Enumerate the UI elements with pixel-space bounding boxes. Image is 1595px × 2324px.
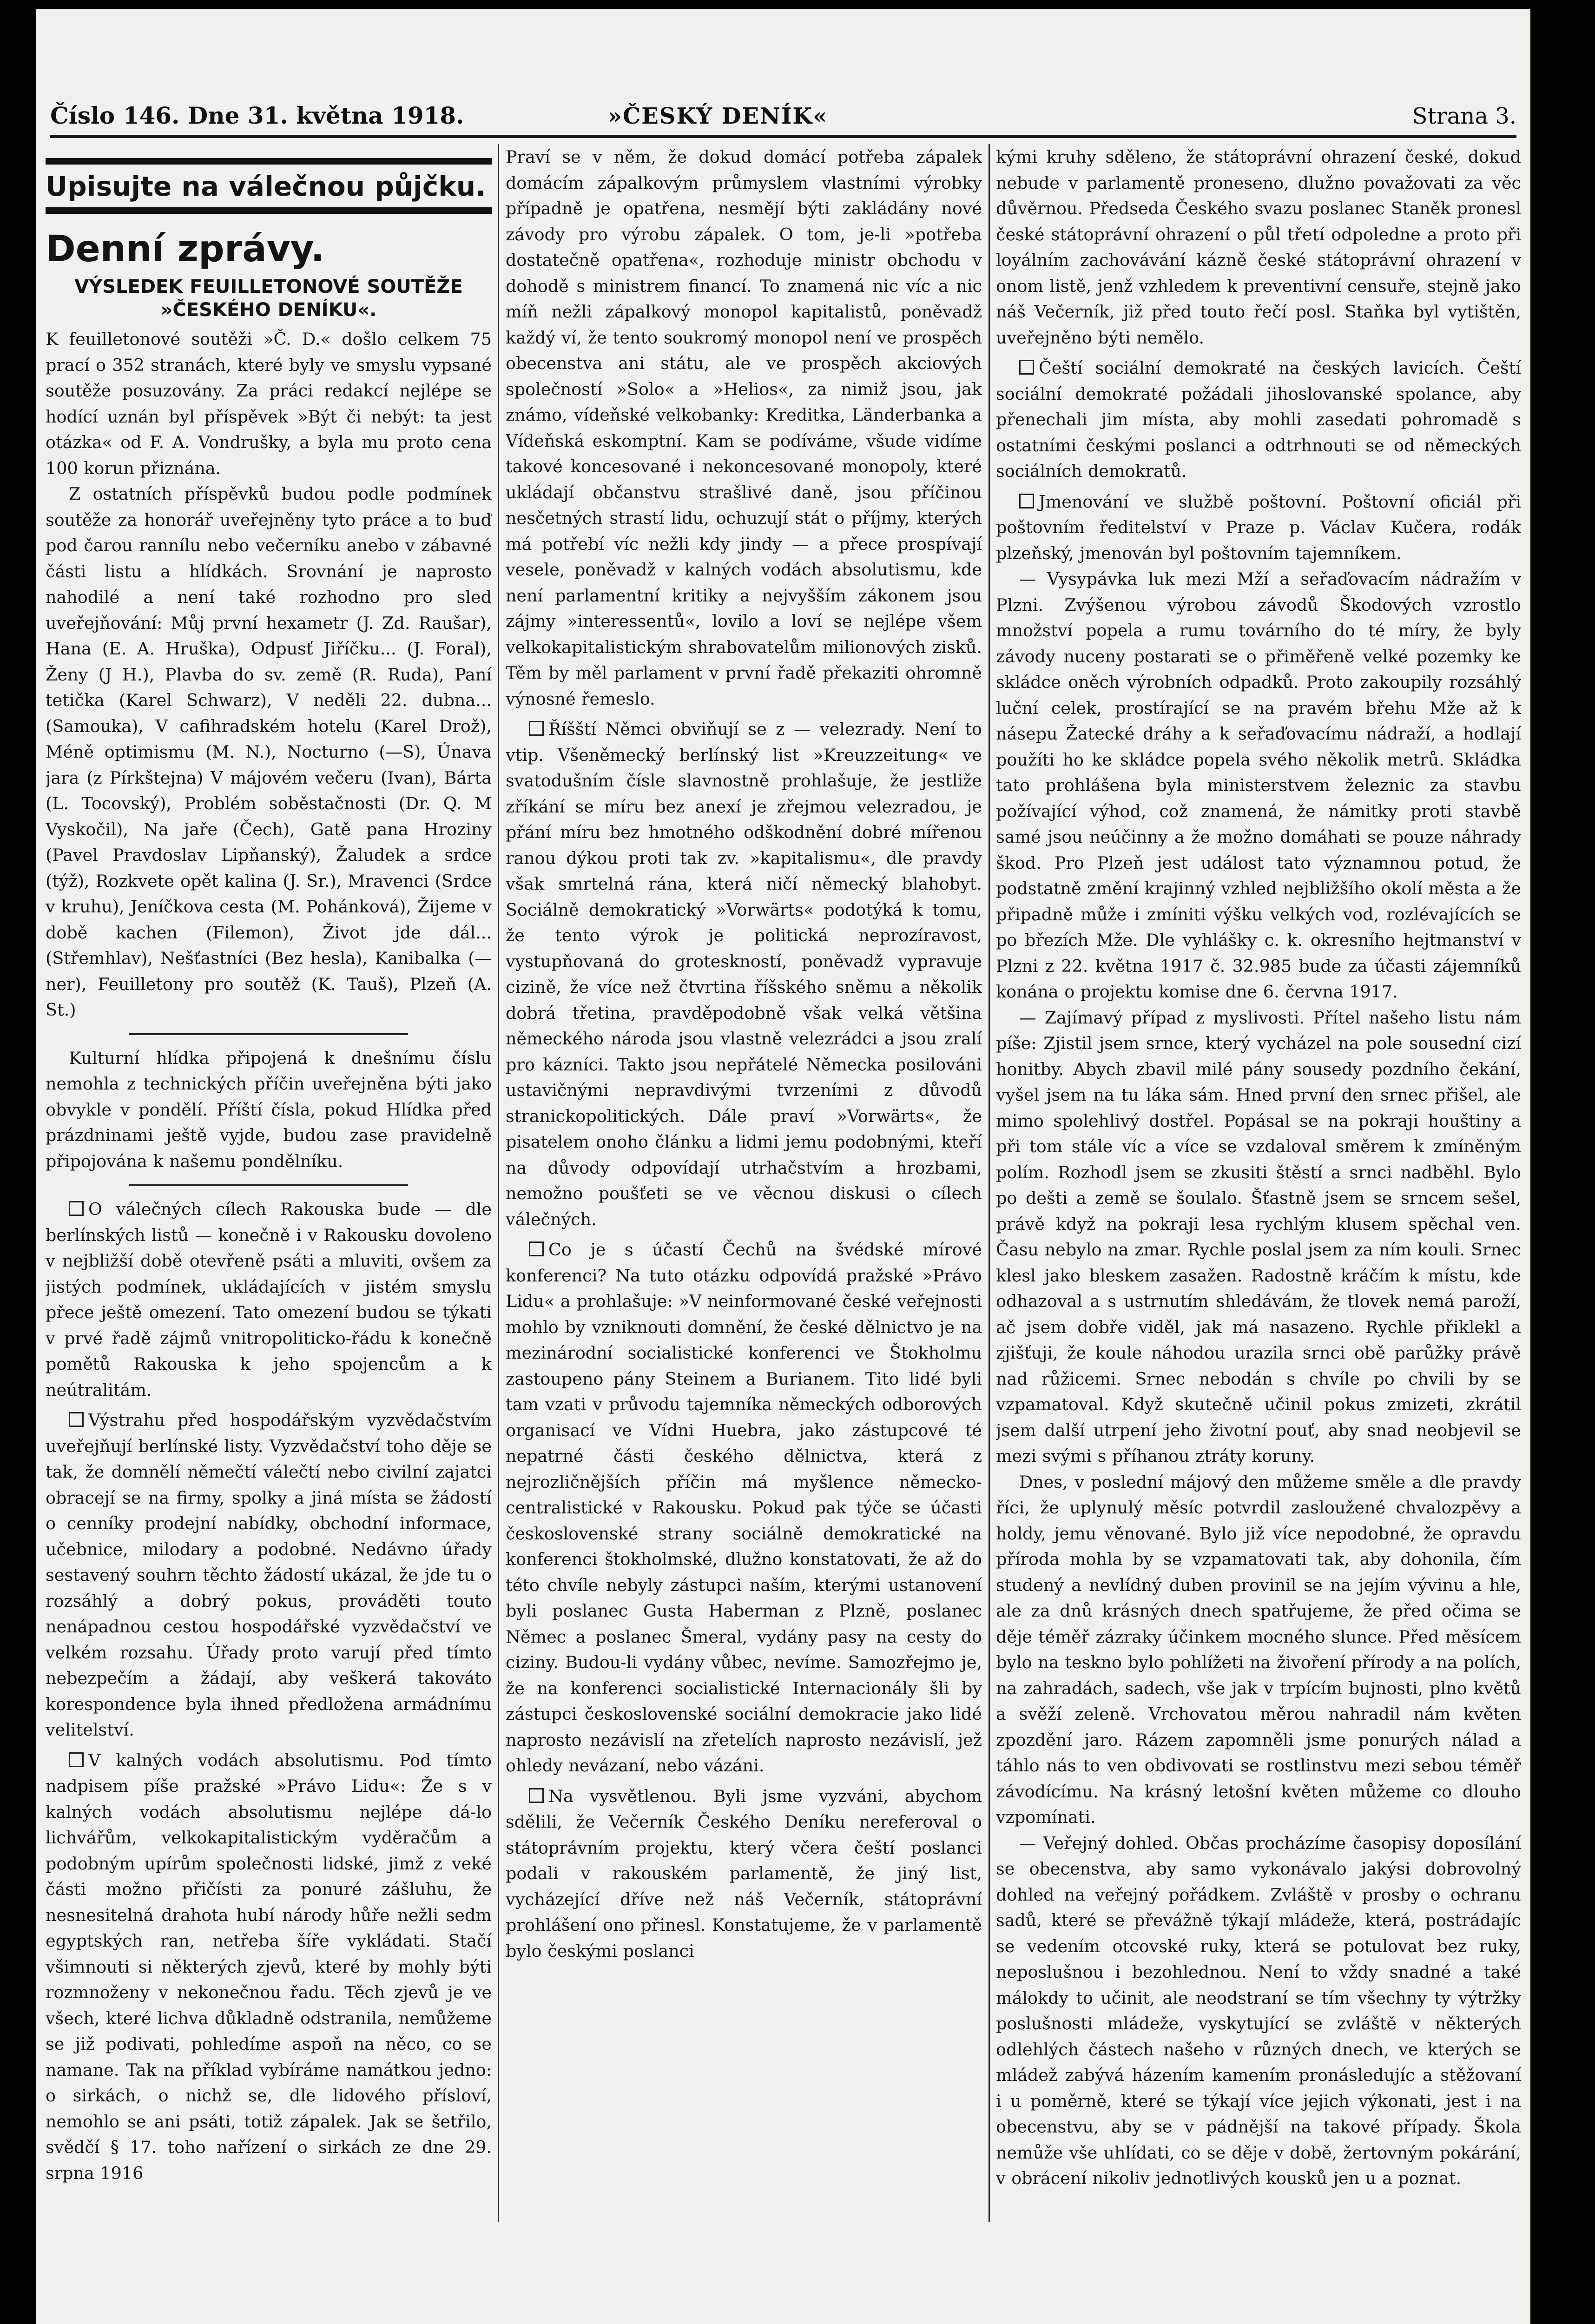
column-3 xyxy=(996,144,1521,2231)
article-paragraph: — Zajímavý případ z myslivosti. Přítel našeho listu nám píše: Zjistil jsem srnce, který vycházel na pole sousední cizí honitby. Abych zbavil milé pány sousedy pozdního čekání, vyšel jsem na tu láka sám. Hned první den srnec přišel, ale mimo spolehlivý dostřel. Popásal se na pokraji houštiny a při tom stále víc a více se vzdaloval směrem k zmíněným polím. Rozhodl jsem se zkusiti štěstí a srnci nadběhl. Bylo po dešti a země se šoulalo. Šťastně jsem se srncem sešel, právě když na pokraji lesa rychlým klusem spěchal ven. Času nebylo na zmar. Rychle poslal jsem za ním kouli. Srnec klesl jako bleskem zasažen. Radostně kráčím k místu, kde odhazoval a s ustrnutím shledávám, že tlovek nemá paroží, ač jsem dobře viděl, jak má nasazeno. Rychle přiklekl a zjišťuji, že koule náhodou urazila srnci obě parůžky právě nad růžicemi. Srnec nebodán s chvíle po chvili by se vzpamatoval. Když skutečně učinil pokus zmizeti, zkrátil jsem další utrpení jeho životní pouť, aby snad neobjevil se mezi svými s příhanou ztráty koruny. xyxy=(996,1007,1521,1466)
article-paragraph: Čeští sociální demokraté na českých lavicích. Čeští sociální demokraté požádali jihoslovanské spolance, aby přenechali jim místa, aby mohli zasedati pohromadě s ostatními českými poslanci a odtrhnouti se od německých sociálních demokratů. xyxy=(996,358,1521,481)
square-bullet-icon xyxy=(529,721,544,736)
issue-info: Číslo 146. Dne 31. května 1918. xyxy=(50,102,464,129)
page-header xyxy=(50,84,1516,138)
article-paragraph: Říšští Němci obviňují se z — velezrady. Není to vtip. Všeněmecký berlínský list »Kreuzzeitung« ve svatodušním čísle slavnostně prohlašuje, že jestliže zříkání se míru bez anexí je zřejmou velezradou, je přání míru bez hmotného odškodnění dobré mířenou ranou dýkou proti tak zv. »kapitalismu«, dle pravdy však smrtelná rána, která ničí německý blahobyt. Sociálně demokratický »Vorwärts« podotýká k tomu, že tento výrok je politická neprozíravost, vystupňovaná do groteskností, poněvadž vypravuje cizině, že více než čtvrtina říšského sněmu a několik dobrá třetina, pravděpodobně však velká většina německého národa jsou vlastně velezrádci a jsou zralí pro kázníci. Takto jsou nepřátelé Německa posilováni ustavičnými nepravdivými tvrzeními z důvodů stranickopolitických. Dále praví »Vorwärts«, že pisatelem onoho článku a lidmi jemu podobnými, kteří na důvody odpovídají utrhačstvím a hrozbami, nemožno poušťeti se ve věcnou diskusi o cílech válečných. xyxy=(506,719,982,1229)
column-2 xyxy=(506,144,982,2231)
article-paragraph: Na vysvětlenou. Byli jsme vyzváni, abychom sdělili, že Večerník Českého Deníku nereferoval o státoprávním projektu, který včera čeští poslanci podali v rakouském parlamentě, že jiný list, vycházející dříve než náš Večerník, státoprávní prohlášení ono přinesl. Konstatujeme, že v parlamentě bylo českými poslanci xyxy=(506,1786,982,1961)
article-paragraph: K feuilletonové soutěži »Č. D.« došlo celkem 75 prací o 352 stranách, které byly ve smyslu vypsané soutěže posuzovány. Za práci redakcí nejlépe se hodící uznán byl příspěvek »Být či nebýt: ta jest otázka« od F. A. Vondrušky, a byla mu proto cena 100 korun přiznána. xyxy=(46,329,492,478)
article-paragraph: V kalných vodách absolutismu. Pod tímto nadpisem píše pražské »Právo Lidu«: Že s v kalných vodách absolutismu nejlépe dá-lo lichvářům, velkokapitalistickým vyděračům a podobným upírům společnosti lidské, jimž z veké části možno přičísti za ponuré zášluhu, že nesnesitelná drahota hubí národy hůře nežli sedm egyptských ran, netřeba šíře vykládati. Stačí všimnouti si některých zjevů, které by mohly býti rozmnoženy v nekonečnou řadu. Těch zjevů je ve všech, které lichva důkladně odstranila, nemůžeme se již podivati, pohledíme aspoň na něco, co se namane. Tak na příklad vybíráme namátkou jedno: o sirkách, o nichž se, dle lidového přísloví, nemohlo se ani psáti, totiž zápalek. Jak se šetřilo, svědčí § 17. toho nařízení o sirkách ze dne 29. srpna 1916 xyxy=(46,1750,492,2183)
newspaper-page xyxy=(36,9,1530,2324)
column-divider xyxy=(989,144,990,2222)
article-paragraph: Co je s účastí Čechů na švédské mírové konferenci? Na tuto otázku odpovídá pražské »Právo Lidu« a prohlašuje: »V neinformované české veřejnosti mohlo by vzniknouti domnění, že české dělnictvo je na mezinárodní socialistické konferenci ve Štokholmu zastoupeno pány Steinem a Burianem. Tito lidé byli tam vzati v průvodu tajemníka německých odborových organisací ve Vídni Huebra, jako zástupcové té nepatrné části českého dělnictva, která z nejrozličnějších příčin má myšlence německo-centralistické v Rakousku. Pokud pak týče se účasti československé strany sociálně demokratické na konferenci štokholmské, dlužno konstatovati, že až do této chvíle nebyly zástupci naším, kterými ustanovení byli poslanec Gusta Haberman z Plzně, poslanec Němec a poslanec Šmeral, vydány pasy na cesty do ciziny. Budou-li vydány vůbec, nevíme. Samozřejmo je, že na konferenci socialistické Internacionály šli by zástupci československé sociální demokracie jako lidé naprosto nezávislí na zřetelích naprosto nezávislí, jež ohledy nevázaní, nebo vázáni. xyxy=(506,1240,982,1776)
page-number: Strana 3. xyxy=(1412,103,1516,129)
article-divider xyxy=(129,1184,408,1186)
square-bullet-icon xyxy=(1019,360,1034,375)
article-paragraph: Jmenování ve službě poštovní. Poštovní oficiál při poštovním ředitelství v Praze p. Václav Kučera, rodák plzeňský, jmenován byl poštovním tajemníkem. xyxy=(996,491,1521,563)
article-paragraph: O válečných cílech Rakouska bude — dle berlínských listů — konečně i v Rakousku dovoleno v nejbližší době otevřeně psáti a mluviti, ovšem za jistých podmínek, ukládajících v jistém smyslu přece ještě omezení. Tato omezení budou se týkati v prvé řadě zájmů vnitropoliticko-řádu k konečně pomětů Rakouska k jeho spojencům a k neútralitám. xyxy=(46,1199,492,1400)
article-paragraph: Výstrahu před hospodářským vyzvědačstvím uveřejňují berlínské listy. Vyzvědačství toho děje se tak, že domnělí němečtí válečtí nebo civilní zajatci obracejí se na firmy, spolky a jiná místa se žádostí o cenníky prodejní nabídky, obchodní informace, učebnice, milodary a podobné. Nedávno úřady sestavený souhrn těchto žádostí ukázal, že jde tu o rozsáhlý a dobrý pokus, prováděti touto nenápadnou cestou hospodářské vyzvědačství ve velkém rozsahu. Úřady proto varují před tímto nebezpečím a žádají, aby veškerá takováto korespondence byla ihned předložena armádnímu velitelství. xyxy=(46,1410,492,1740)
square-bullet-icon xyxy=(529,1241,544,1256)
square-bullet-icon xyxy=(1019,494,1034,508)
square-bullet-icon xyxy=(69,1201,84,1216)
newspaper-title: »ČESKÝ DENÍK« xyxy=(608,103,828,129)
article-paragraph: kými kruhy sděleno, že státoprávní ohrazení české, dokud nebude v parlamentě proneseno, dlužno považovati za věc důvěrnou. Předseda Českého svazu poslanec Staněk pronesl české státoprávní ohrazení o půl třetí odpoledne a proto při loyálním zachovávání kázně české státoprávní ohrazení v onom listě, jenž vzhledem k preventivní censuře, stejně jako náš Večerník, již před touto řečí posl. Staňka byl vytištěn, uveřejněno býti nemělo. xyxy=(996,147,1521,348)
contest-headline: VÝSLEDEK FEUILLETONOVÉ SOUTĚŽE »ČESKÉHO DENÍKU«. xyxy=(74,276,463,321)
column-1 xyxy=(46,144,492,2231)
square-bullet-icon xyxy=(529,1788,544,1803)
article-paragraph: — Vysypávka luk mezi Mží a seřaďovacím nádražím v Plzni. Zvýšenou výrobou závodů Škodových vzrostlo množství popela a rumu továrního do té míry, že byly závody nuceny postarati se o přiměřeně velké pozemky ke skládce oněch výrobních odpadků. Proto zakoupily rozsáhlý luční celek, prostírající se na pravém břehu Mže až k násepu Žatecké dráhy a k seřaďovacímu nádraží, a hodlají použíti ho ke skládce popela svého několik metrů. Skládka tato prohlášena byla ministerstvem železnic za stavbu požívající výhod, což znamená, že námitky proti stavbě samé jsou neúčinny a že možno domáhati se pouze náhrady škod. Pro Plzeň jest událost tato významnou potud, že podstatně změní krajinný vzhled nejbližšího okolí města a že připadně může i zmíniti výšku velkých vod, rozlévajících se po březích Mže. Dle vyhlášky c. k. okresního hejtmanství v Plzni z 22. května 1917 č. 32.985 bude za účasti zájemníků konána o projektu komise dne 6. června 1917. xyxy=(996,569,1521,1002)
article-paragraph: Z ostatních příspěvků budou podle podmínek soutěže za honorář uveřejněny tyto práce a to buď pod čarou rannílu nebo večerníku anebo v zábavné části listu a hlídkách. Srovnání je naprosto nahodilé a není také rozhodno pro sled uveřejňování: Můj první hexametr (J. Zd. Raušar), Hana (E. A. Hruška), Odpusť Jiříčku... (J. Foral), Ženy (J H.), Plavba do sv. země (R. Ruda), Paní tetička (Karel Schwarz), V neděli 22. dubna... (Samouka), V cafihradském hotelu (Karel Drož), Méně optimismu (M. N.), Nocturno (—S), Únava jara (z Pírkštejna) V májovém večeru (Ivan), Bárta (L. Tocovský), Problém soběstačnosti (Dr. Q. M Vyskočil), Na jaře (Čech), Gatě pana Hroziny (Pavel Pravdoslav Lipňanský), Žaludek a srdce (týž), Rozkvete opět kalina (J. Sr.), Mravenci (Srdce v kruhu), Jeníčkova cesta (M. Pohánková), Žijeme v době kachen (Filemon), Život jde dál... (Střemhlav), Nešťastníci (Bez hesla), Kanibalka (—ner), Feuilletony pro soutěž (K. Tauš), Plzeň (A. St.) xyxy=(46,484,492,1020)
war-loan-banner: Upisujte na válečnou půjčku. xyxy=(46,158,492,214)
article-paragraph: — Veřejný dohled. Občas procházíme časopisy doposílání se obecenstva, aby samo vykonávalo jakýsi dobrovolný dohled na veřejný pořádkem. Zvláště v prosby o ochranu sadů, které se převážně týkají mládeže, která, postrádajíc se vedením otcovské ruky, která se potulovat bez ruky, neposlušnou i bezohlednou. Není to vždy snadné a také málokdy to učinit, ale neodstraní se tím všechny ty výtržky poslušnosti mládeže, vyskytující se zvláště v některých odlehlých částech našeho v různých dnech, ve kterých se mládež zabývá házením kamením pronásledujíc a stěžovaní i u poměrně, které se týkají více jejich výkonati, jest i na obecenstvu, aby se v pádnější na takové případy. Škola nemůže vše uhlídati, co se děje v době, žertovným pokárání, v obrácení nikoliv jednotlivých kousků jen u a poznat. xyxy=(996,1833,1521,2188)
article-paragraph: Praví se v něm, že dokud domácí potřeba zápalek domácím zápalkovým průmyslem vlastními výrobky případně je opatřena, nesmějí býti zakládány nové závody pro výrobu zápalek. O tom, je-li »potřeba dostatečně opatřena«, rozhoduje ministr obchodu v dohodě s ministrem financí. To znamená nic víc a nic míň nežli zápalkový monopol kapitalistů, poněvadž každý ví, že tento soukromý monopol není ve prospěch obecenstva ani státu, ale ve prospěch akciových společností »Solo« a »Helios«, za nimiž jsou, jak známo, vídeňské velkobanky: Kreditka, Länderbanka a Vídeňská eskomptní. Kam se podíváme, všude vidíme takové koncesované i nekoncesované monopoly, které ukládají občanstvu strašlivé daně, jsou příčinou nesčetných strastí lidu, ochuzují stát o příjmy, kterých má potřebí víc nežli kdy jindy — a přece prospívají vesele, poněvadž v kalných vodách absolutismu, kde není parlamentní kritiky a nejvyšším zákonem jsou zájmy »interessentů«, lovilo a loví se nejlépe všem velkokapitalistickým shrabovatelům milionových zisků. Těm by měl parlament v první řadě překaziti ohromně výnosné řemeslo. xyxy=(506,147,982,709)
article-paragraph: Dnes, v poslední májový den můžeme směle a dle pravdy říci, že uplynulý měsíc potvrdil zasloužené chvalozpěvy a holdy, jemu věnované. Bylo již více nepodobné, že opravdu příroda mohla by se vzpamatovati tak, aby dohonila, čím studený a nevlídný duben provinil se na jejím vývinu a hle, ale za dnů krásných dnech spatřujeme, že před očima se děje téměř zázraky účinkem mocného slunce. Před měsícem bylo na teskno bylo pohlížeti na živoření přírody a na polích, na zahradách, sadech, vše jak v trpícím bujnosti, plno květů a svěží zeleně. Vrchovatou měrou nahradil nám květen zpozdění jaro. Rázem zapomněli jsme ponurých nálad a táhlo nás to ven obdivovati se rostlinstvu mezi sebou téměř závodícímu. Na krásný letošní květen můžeme co dlouho vzpomínati. xyxy=(996,1472,1521,1827)
square-bullet-icon xyxy=(69,1752,84,1767)
article-divider xyxy=(129,1033,408,1035)
article-paragraph: Kulturní hlídka připojená k dnešnímu číslu nemohla z technických příčin uveřejněna býti jako obvykle v pondělí. Příští čísla, pokud Hlídka před prázdninami ještě vyjde, budou zase pravidelně připojována k našemu pondělníku. xyxy=(46,1048,492,1171)
column-divider xyxy=(498,144,499,2222)
square-bullet-icon xyxy=(69,1412,84,1427)
section-title: Denní zprávy. xyxy=(46,228,325,270)
